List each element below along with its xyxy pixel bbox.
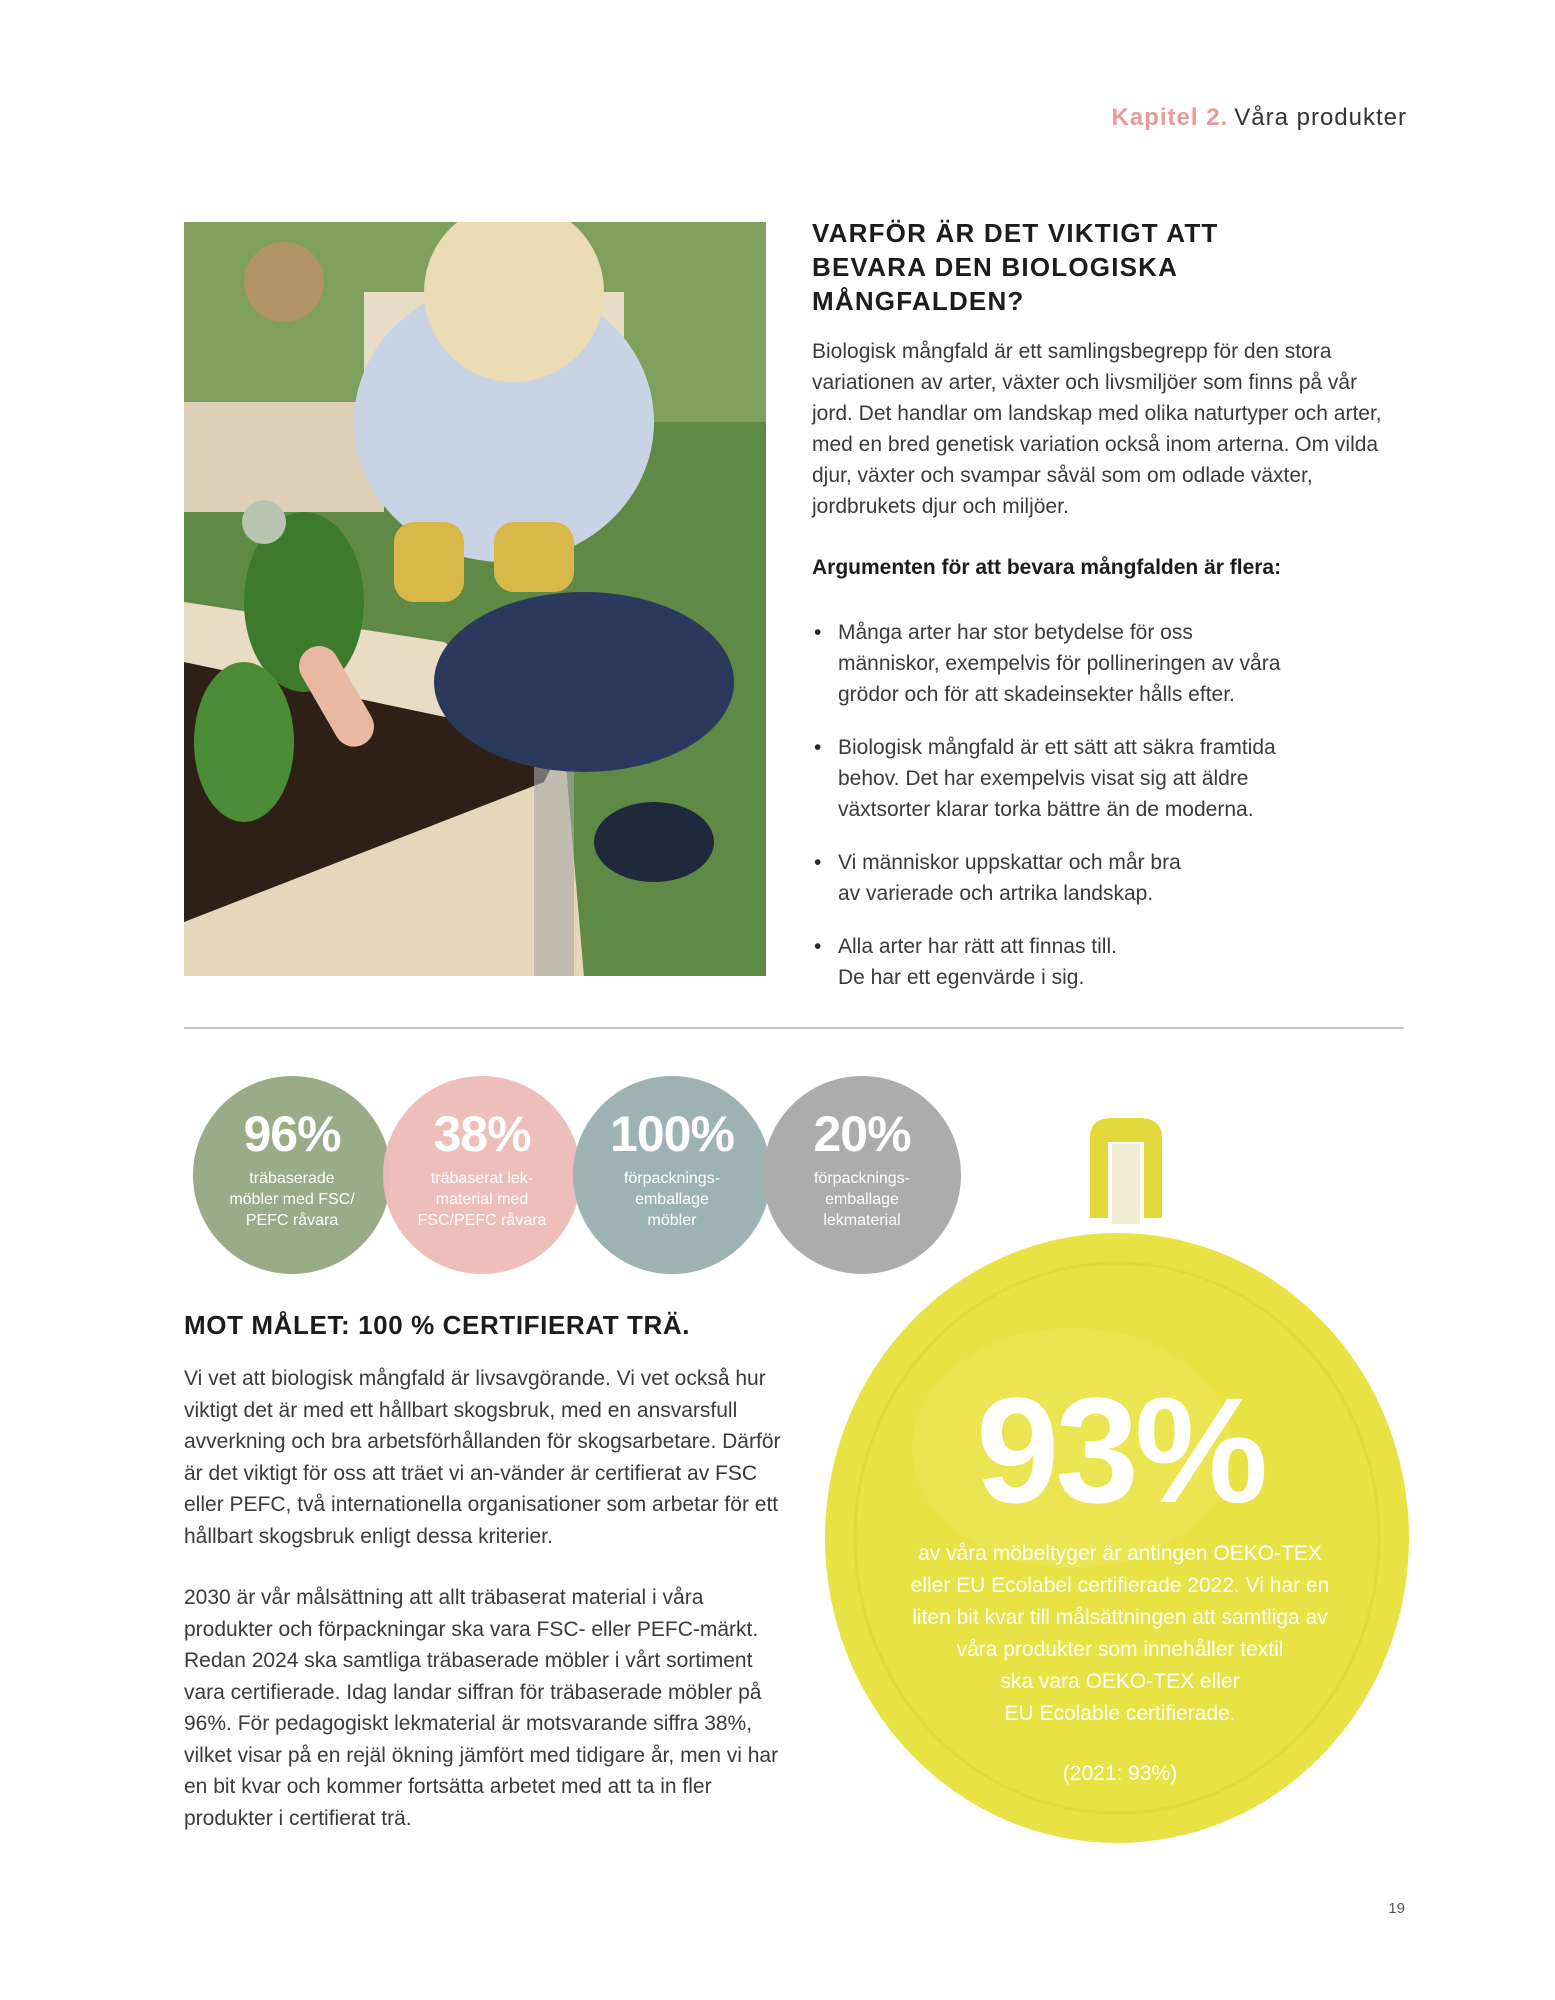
stat-label: träbaserat lek- material med FSC/PEFC råvara [417,1170,547,1229]
heading-line-2: BEVARA DEN BIOLOGISKA MÅNGFALDEN? [812,252,1178,316]
chapter-header [1112,104,1407,132]
arguments-list [812,617,1392,993]
textile-stat [870,1366,1370,1790]
garden-photo [184,222,766,976]
arguments-subheading: Argumenten för att bevara mångfalden är flera: [812,556,1282,579]
textile-description: av våra möbeltyger är antingen OEKO-TEX eller EU Ecolabel certifierade 2022. Vi har en liten bit kvar till målsättningen att samtliga av våra produkter som innehåller textil ska vara OEKO-TEX eller EU Ecolable certifierade. [910,1542,1330,1725]
chapter-title: Våra produkter [1234,104,1407,131]
chapter-number: Kapitel 2. [1111,104,1229,131]
stat-label: förpacknings- emballage lekmaterial [813,1170,911,1229]
heading-line-1: VARFÖR ÄR DET VIKTIGT ATT [812,218,1219,248]
stat-circle-packaging-furniture [573,1076,771,1274]
stat-label: förpacknings- emballage möbler [623,1170,721,1229]
argument-item: • Vi människor uppskattar och mår bra av varierade och artrika landskap. [812,847,1392,909]
goal-paragraph-2: 2030 är vår målsättning att allt träbaserat material i våra produkter och förpackningar ska vara FSC- eller PEFC-märkt. Redan 2024 ska samtliga träbaserade möbler i vårt sortiment vara certifierade. Idag landar siffran för träbaserade möbler på 96%. För pedagogiskt lekmaterial är motsvarande siffra 38%, vilket visar på en rejäl ökning jämfört med tidigare år, men vi har en bit kvar och kommer fortsätta arbetet med att ta in fler produkter i certifierat trä. [184,1586,779,1830]
argument-item: • Biologisk mångfald är ett sätt att säkra framtida behov. Det har exempelvis visat sig att äldre växtsorter klarar torka bättre än de moderna. [812,732,1392,825]
argument-item: • Många arter har stor betydelse för oss människor, exempelvis för pollineringen av våra grödor och för att skadeinsekter hålls efter. [812,617,1392,710]
goal-paragraph-1: Vi vet att biologisk mångfald är livsavgörande. Vi vet också hur viktigt det är med ett hållbart skogsbruk, med en ansvarsfull avverkning och bra arbetsförhållanden för skogsarbetare. Därför är det viktigt för oss att träet vi an-vänder är certifierat av FSC eller PEFC, två internationella organisationer som arbetar för ett hållbart skogsbruk enligt dessa kriterier. [184,1367,781,1548]
stat-circle-furniture [193,1076,391,1274]
textile-previous: (2021: 93%) [1062,1762,1178,1785]
stat-circle-play-material [383,1076,581,1274]
stat-value: 96% [243,1106,341,1162]
stat-value: 38% [433,1106,531,1162]
stat-value: 20% [813,1106,911,1162]
textile-value: 93% [975,1366,1265,1534]
biodiversity-section [812,216,1392,1015]
section-divider [184,1027,1404,1029]
page-number: 19 [1388,1900,1405,1917]
stat-label: träbaserade möbler med FSC/ PEFC råvara [229,1170,355,1229]
argument-item: • Alla arter har rätt att finnas till. De har ett egenvärde i sig. [812,931,1392,993]
biodiversity-heading [812,216,1392,318]
stat-value: 100% [610,1106,734,1162]
goal-section [184,1310,784,1834]
biodiversity-intro: Biologisk mångfald är ett samlingsbegrepp för den stora variationen av arter, växter och livsmiljöer som finns på vår jord. Det handlar om landskap med olika naturtyper och arter, med en bred genetisk variation också inom arterna. Om vilda djur, växter och svampar såväl som om odlade växter, jordbrukets djur och miljöer. [812,340,1382,518]
goal-heading: MOT MÅLET: 100 % CERTIFIERAT TRÄ. [184,1310,691,1340]
